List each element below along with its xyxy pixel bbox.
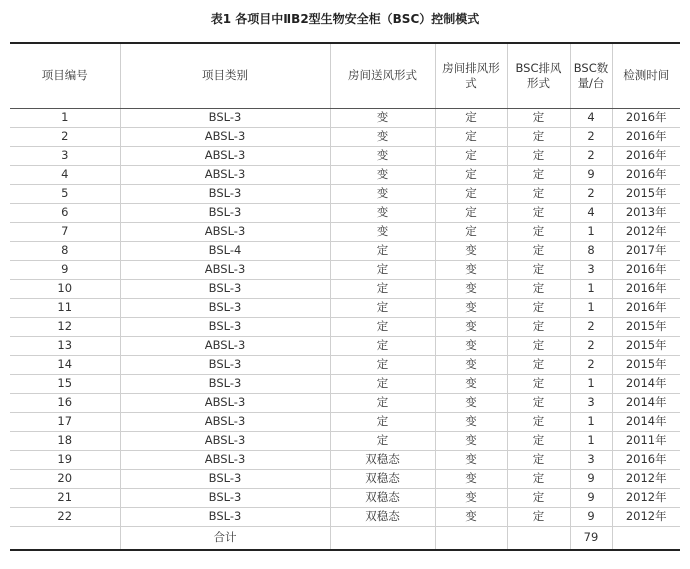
cell-bsc-count: 1 [570, 298, 612, 317]
table-row [10, 469, 680, 488]
cell-test-time: 2016年 [612, 127, 680, 146]
cell-room-supply-air: 双稳态 [330, 450, 435, 469]
cell-room-exhaust-air: 变 [435, 488, 507, 507]
cell-bsc-count: 9 [570, 165, 612, 184]
table-row [10, 241, 680, 260]
cell-room-exhaust-air: 定 [435, 222, 507, 241]
total-empty-cell [507, 526, 570, 550]
cell-room-exhaust-air: 定 [435, 127, 507, 146]
cell-bsc-count: 1 [570, 279, 612, 298]
cell-bsc-count: 1 [570, 431, 612, 450]
cell-room-supply-air: 定 [330, 260, 435, 279]
cell-room-supply-air: 定 [330, 374, 435, 393]
cell-project-id: 1 [10, 108, 120, 127]
cell-test-time: 2016年 [612, 450, 680, 469]
cell-bsc-count: 9 [570, 469, 612, 488]
cell-bsc-count: 2 [570, 317, 612, 336]
cell-project-category: ABSL-3 [120, 165, 330, 184]
cell-bsc-count: 2 [570, 336, 612, 355]
cell-bsc-count: 4 [570, 108, 612, 127]
cell-project-id: 21 [10, 488, 120, 507]
cell-bsc-exhaust: 定 [507, 412, 570, 431]
table-row [10, 393, 680, 412]
total-empty-cell [612, 526, 680, 550]
table-row [10, 165, 680, 184]
total-label: 合计 [120, 526, 330, 550]
cell-bsc-exhaust: 定 [507, 317, 570, 336]
cell-room-supply-air: 定 [330, 393, 435, 412]
table-row [10, 374, 680, 393]
bsc-control-mode-table [10, 42, 680, 551]
cell-room-supply-air: 定 [330, 279, 435, 298]
cell-bsc-count: 3 [570, 260, 612, 279]
cell-project-category: BSL-3 [120, 317, 330, 336]
cell-test-time: 2015年 [612, 336, 680, 355]
cell-room-exhaust-air: 变 [435, 241, 507, 260]
table-row [10, 108, 680, 127]
cell-room-supply-air: 变 [330, 203, 435, 222]
table-row [10, 431, 680, 450]
cell-bsc-count: 9 [570, 507, 612, 526]
cell-bsc-count: 3 [570, 450, 612, 469]
cell-project-id: 10 [10, 279, 120, 298]
cell-project-category: BSL-3 [120, 469, 330, 488]
table-caption: 表1 各项目中ⅡB2型生物安全柜（BSC）控制模式 [210, 12, 480, 26]
cell-bsc-exhaust: 定 [507, 488, 570, 507]
total-empty-cell [10, 526, 120, 550]
cell-bsc-exhaust: 定 [507, 507, 570, 526]
cell-room-exhaust-air: 变 [435, 374, 507, 393]
cell-room-supply-air: 双稳态 [330, 469, 435, 488]
table-row [10, 127, 680, 146]
cell-bsc-count: 2 [570, 184, 612, 203]
cell-test-time: 2016年 [612, 165, 680, 184]
cell-project-category: ABSL-3 [120, 450, 330, 469]
cell-project-category: ABSL-3 [120, 431, 330, 450]
total-row [10, 526, 680, 550]
cell-project-category: ABSL-3 [120, 393, 330, 412]
cell-test-time: 2016年 [612, 108, 680, 127]
cell-test-time: 2016年 [612, 146, 680, 165]
cell-project-id: 9 [10, 260, 120, 279]
cell-project-id: 14 [10, 355, 120, 374]
cell-room-exhaust-air: 定 [435, 184, 507, 203]
cell-bsc-count: 4 [570, 203, 612, 222]
cell-room-supply-air: 变 [330, 165, 435, 184]
cell-project-category: BSL-3 [120, 507, 330, 526]
table-row [10, 412, 680, 431]
cell-bsc-exhaust: 定 [507, 355, 570, 374]
total-value: 79 [570, 526, 612, 550]
cell-bsc-count: 1 [570, 374, 612, 393]
cell-test-time: 2016年 [612, 279, 680, 298]
cell-room-exhaust-air: 变 [435, 412, 507, 431]
cell-bsc-exhaust: 定 [507, 222, 570, 241]
cell-project-category: ABSL-3 [120, 336, 330, 355]
cell-test-time: 2014年 [612, 412, 680, 431]
cell-bsc-exhaust: 定 [507, 279, 570, 298]
cell-project-id: 3 [10, 146, 120, 165]
header-project-id: 项目编号 [10, 43, 120, 108]
cell-project-category: BSL-3 [120, 184, 330, 203]
table-row [10, 184, 680, 203]
cell-test-time: 2012年 [612, 488, 680, 507]
table-row [10, 355, 680, 374]
cell-test-time: 2012年 [612, 469, 680, 488]
cell-bsc-exhaust: 定 [507, 374, 570, 393]
cell-project-id: 2 [10, 127, 120, 146]
cell-bsc-exhaust: 定 [507, 241, 570, 260]
cell-room-supply-air: 定 [330, 355, 435, 374]
cell-room-exhaust-air: 变 [435, 469, 507, 488]
cell-bsc-count: 2 [570, 146, 612, 165]
cell-room-supply-air: 变 [330, 108, 435, 127]
cell-bsc-exhaust: 定 [507, 127, 570, 146]
cell-project-category: ABSL-3 [120, 146, 330, 165]
cell-test-time: 2017年 [612, 241, 680, 260]
cell-bsc-count: 3 [570, 393, 612, 412]
cell-project-id: 17 [10, 412, 120, 431]
cell-project-id: 15 [10, 374, 120, 393]
table-row [10, 203, 680, 222]
cell-room-exhaust-air: 变 [435, 355, 507, 374]
cell-bsc-count: 2 [570, 127, 612, 146]
cell-test-time: 2014年 [612, 374, 680, 393]
cell-bsc-exhaust: 定 [507, 431, 570, 450]
cell-project-category: BSL-3 [120, 355, 330, 374]
cell-room-supply-air: 变 [330, 146, 435, 165]
cell-room-supply-air: 变 [330, 222, 435, 241]
header-bsc-count: BSC数量/台 [570, 43, 612, 108]
cell-room-supply-air: 变 [330, 127, 435, 146]
cell-room-supply-air: 定 [330, 336, 435, 355]
cell-bsc-count: 2 [570, 355, 612, 374]
table-row [10, 488, 680, 507]
cell-bsc-exhaust: 定 [507, 165, 570, 184]
cell-bsc-exhaust: 定 [507, 469, 570, 488]
cell-room-exhaust-air: 变 [435, 279, 507, 298]
header-project-category: 项目类别 [120, 43, 330, 108]
cell-project-id: 18 [10, 431, 120, 450]
cell-project-category: BSL-3 [120, 203, 330, 222]
cell-bsc-exhaust: 定 [507, 450, 570, 469]
cell-test-time: 2012年 [612, 222, 680, 241]
cell-room-exhaust-air: 变 [435, 450, 507, 469]
total-empty-cell [435, 526, 507, 550]
cell-room-supply-air: 定 [330, 412, 435, 431]
cell-bsc-exhaust: 定 [507, 146, 570, 165]
cell-bsc-exhaust: 定 [507, 260, 570, 279]
cell-room-supply-air: 定 [330, 298, 435, 317]
cell-project-category: BSL-3 [120, 298, 330, 317]
header-bsc-exhaust: BSC排风形式 [507, 43, 570, 108]
cell-project-category: ABSL-3 [120, 127, 330, 146]
cell-project-id: 13 [10, 336, 120, 355]
cell-room-supply-air: 双稳态 [330, 507, 435, 526]
cell-bsc-count: 8 [570, 241, 612, 260]
cell-project-id: 22 [10, 507, 120, 526]
cell-bsc-exhaust: 定 [507, 184, 570, 203]
cell-room-exhaust-air: 定 [435, 203, 507, 222]
cell-bsc-exhaust: 定 [507, 203, 570, 222]
cell-bsc-exhaust: 定 [507, 336, 570, 355]
cell-room-exhaust-air: 变 [435, 507, 507, 526]
cell-test-time: 2015年 [612, 355, 680, 374]
cell-room-exhaust-air: 变 [435, 260, 507, 279]
cell-test-time: 2011年 [612, 431, 680, 450]
cell-test-time: 2012年 [612, 507, 680, 526]
cell-project-category: BSL-3 [120, 108, 330, 127]
total-empty-cell [330, 526, 435, 550]
table-row [10, 450, 680, 469]
table-row [10, 507, 680, 526]
cell-project-id: 7 [10, 222, 120, 241]
header-room-supply-air: 房间送风形式 [330, 43, 435, 108]
cell-project-id: 19 [10, 450, 120, 469]
cell-project-id: 8 [10, 241, 120, 260]
cell-project-id: 11 [10, 298, 120, 317]
cell-bsc-exhaust: 定 [507, 298, 570, 317]
cell-room-exhaust-air: 变 [435, 336, 507, 355]
cell-bsc-exhaust: 定 [507, 393, 570, 412]
table-row [10, 336, 680, 355]
table-row [10, 222, 680, 241]
cell-project-id: 20 [10, 469, 120, 488]
header-room-exhaust-air: 房间排风形式 [435, 43, 507, 108]
cell-room-exhaust-air: 定 [435, 108, 507, 127]
cell-room-exhaust-air: 变 [435, 431, 507, 450]
cell-bsc-exhaust: 定 [507, 108, 570, 127]
cell-project-category: ABSL-3 [120, 260, 330, 279]
cell-test-time: 2013年 [612, 203, 680, 222]
cell-bsc-count: 1 [570, 412, 612, 431]
cell-project-id: 16 [10, 393, 120, 412]
cell-room-exhaust-air: 变 [435, 317, 507, 336]
cell-room-exhaust-air: 定 [435, 165, 507, 184]
table-row [10, 279, 680, 298]
cell-bsc-count: 9 [570, 488, 612, 507]
header-test-time: 检测时间 [612, 43, 680, 108]
cell-room-supply-air: 定 [330, 241, 435, 260]
cell-project-category: ABSL-3 [120, 412, 330, 431]
table-row [10, 146, 680, 165]
table-row [10, 260, 680, 279]
cell-project-category: BSL-4 [120, 241, 330, 260]
cell-test-time: 2016年 [612, 298, 680, 317]
cell-room-supply-air: 定 [330, 431, 435, 450]
table-row [10, 298, 680, 317]
header-row [10, 43, 680, 108]
cell-project-category: BSL-3 [120, 279, 330, 298]
cell-project-id: 5 [10, 184, 120, 203]
cell-project-id: 12 [10, 317, 120, 336]
cell-bsc-count: 1 [570, 222, 612, 241]
cell-test-time: 2015年 [612, 184, 680, 203]
cell-test-time: 2014年 [612, 393, 680, 412]
cell-project-category: ABSL-3 [120, 222, 330, 241]
cell-test-time: 2016年 [612, 260, 680, 279]
cell-room-exhaust-air: 变 [435, 298, 507, 317]
cell-project-category: BSL-3 [120, 374, 330, 393]
cell-test-time: 2015年 [612, 317, 680, 336]
cell-room-exhaust-air: 变 [435, 393, 507, 412]
table-row [10, 317, 680, 336]
cell-room-supply-air: 双稳态 [330, 488, 435, 507]
cell-room-exhaust-air: 定 [435, 146, 507, 165]
cell-room-supply-air: 变 [330, 184, 435, 203]
cell-project-id: 4 [10, 165, 120, 184]
cell-room-supply-air: 定 [330, 317, 435, 336]
cell-project-id: 6 [10, 203, 120, 222]
cell-project-category: BSL-3 [120, 488, 330, 507]
